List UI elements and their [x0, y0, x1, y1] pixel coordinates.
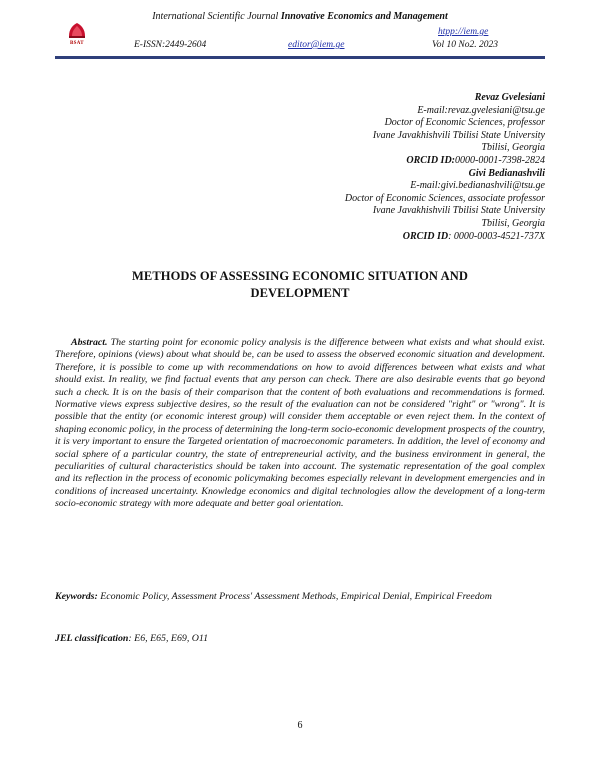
keywords-label: Keywords:	[55, 591, 98, 602]
paper-title-line: METHODS OF ASSESSING ECONOMIC SITUATION AND	[132, 269, 468, 283]
journal-issn: E-ISSN:2449-2604	[134, 40, 207, 50]
author-degree: Doctor of Economic Sciences, associate professor	[344, 192, 545, 204]
author-location: Tbilisi, Georgia	[481, 142, 545, 154]
journal-volume: Vol 10 No2. 2023	[432, 40, 498, 50]
author-affiliation: Ivane Javakhishvili Tbilisi State University	[372, 205, 545, 217]
keywords	[55, 591, 545, 603]
paper-title-line: DEVELOPMENT	[250, 286, 350, 300]
author-location: Tbilisi, Georgia	[481, 217, 545, 229]
abstract-label: Abstract.	[71, 337, 108, 348]
orcid-value: 0000-0001-7398-2824	[455, 154, 545, 166]
orcid-label: ORCID ID:	[406, 154, 455, 166]
keywords-text: Economic Policy, Assessment Process' Assessment Methods, Empirical Denial, Empirical Freedom	[97, 591, 492, 602]
author-orcid	[215, 155, 545, 168]
author-email: E-mail:givi.bedianashvili@tsu.ge	[410, 180, 545, 192]
jel-classification	[55, 633, 545, 644]
author-degree: Doctor of Economic Sciences, professor	[384, 117, 545, 129]
journal-header-title	[0, 11, 600, 22]
journal-prefix: International Scientific Journal	[152, 11, 281, 22]
editor-email-link[interactable]: editor@iem.ge	[288, 40, 345, 50]
header-rule	[55, 56, 545, 59]
author-orcid	[215, 231, 545, 244]
journal-url-link[interactable]: htpp://iem.ge	[438, 27, 489, 37]
author-affiliation: Ivane Javakhishvili Tbilisi State University	[372, 129, 545, 141]
abstract	[55, 337, 545, 511]
jel-label: JEL classification	[55, 633, 129, 644]
journal-name: Innovative Economics and Management	[280, 11, 448, 22]
author-name: Givi Bedianashvili	[468, 167, 545, 179]
paper-title	[60, 268, 540, 302]
author-name: Revaz Gvelesiani	[474, 92, 545, 103]
page-number: 6	[297, 720, 303, 731]
author-email: E-mail:revaz.gvelesiani@tsu.ge	[417, 104, 545, 116]
orcid-label: ORCID ID	[402, 230, 449, 242]
abstract-text: The starting point for economic policy analysis is the difference between what exists and what should exist. Therefore, opinions (views) about what should be, can be used to assess the observed economic situation and development. Therefore, it is possible to come up with recommendations on how to avoid differences between what exists and what should exist. In reality, we find factual events that any person can check. There are also desirable events that go beyond such a check. It is on the basis of their comparison that the content of both evaluations and recommendations is formed. Normative views express subjective desires, so the result of the evaluation can not be considered "right" or "wrong". It is possible that the entity (or economic interest group) will consider them acceptable or even reject them. In the context of shaping economic policy, in the process of determining the long-term socio-economic development prospects of the country, it is very important to ensure the Targeted orientation of macroeconomic parameters. In addition, the level of economy and social sphere of a particular country, the state of entrepreneurial activity, and the business environment in general, the peculiarities of cultural characteristics should be taken into account. The systematic representation of the goal complex and its reflection in the process of economic policymaking becomes especially relevant in development emergencies and in conditions of increased uncertainty. Knowledge economics and digital technologies allow the development of a long-term socio-economic strategy with more adequate and better goal orientation.	[55, 337, 545, 510]
journal-logo-text: BSAT	[70, 41, 84, 46]
authors-block	[215, 92, 545, 243]
jel-codes: : E6, E65, E69, O11	[128, 633, 209, 644]
orcid-value: : 0000-0003-4521-737X	[448, 230, 545, 242]
